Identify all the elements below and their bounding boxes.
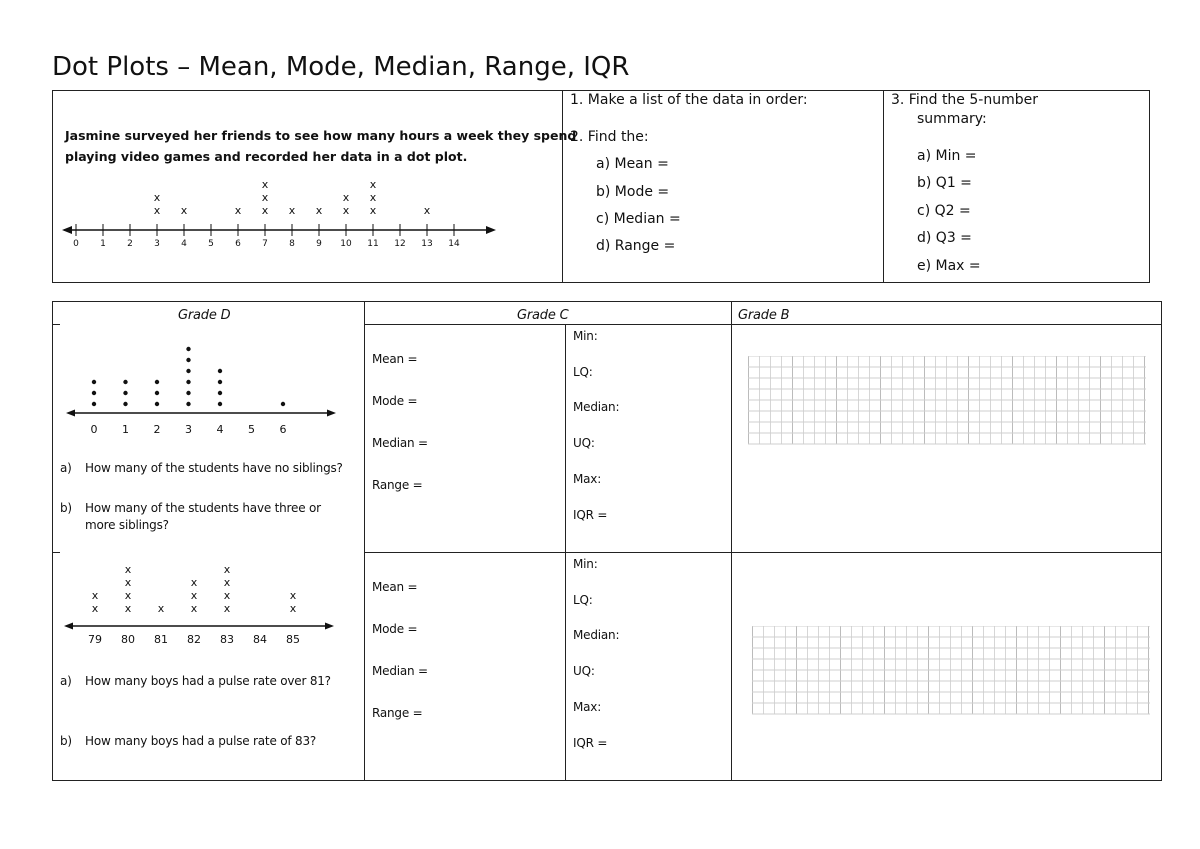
data-dot	[92, 402, 96, 406]
data-mark: x	[369, 204, 377, 217]
intro-text-line2: playing video games and recorded her data in a dot plot.	[65, 149, 468, 164]
data-mark: x	[223, 563, 231, 576]
siblings-qb-label: b)	[60, 501, 72, 515]
tick-label: 2	[153, 423, 161, 436]
page-title: Dot Plots – Mean, Mode, Median, Range, IQR	[52, 52, 630, 82]
data-dot	[186, 369, 190, 373]
c1-mean: Mean =	[372, 352, 418, 366]
data-mark: x	[91, 589, 99, 602]
data-dot	[186, 347, 190, 351]
data-mark: x	[223, 576, 231, 589]
data-dot	[218, 380, 222, 384]
c2-max: Max:	[573, 700, 602, 714]
tick-label: 14	[448, 239, 460, 249]
c2-mean: Mean =	[372, 580, 418, 594]
data-dot	[218, 402, 222, 406]
data-mark: x	[91, 602, 99, 615]
tick-label: 81	[154, 633, 168, 646]
data-mark: x	[223, 602, 231, 615]
data-mark: x	[124, 576, 132, 589]
question-3c: c) Q2 =	[917, 203, 971, 219]
grid-paper-1	[748, 356, 1148, 446]
pulse-qb-text: How many boys had a pulse rate of 83?	[85, 734, 317, 748]
data-mark: x	[261, 204, 269, 217]
data-mark: x	[124, 563, 132, 576]
data-mark: x	[288, 204, 296, 217]
question-3a: a) Min =	[917, 148, 977, 164]
data-mark: x	[289, 602, 297, 615]
axis-arrow-left	[66, 410, 75, 417]
c1-median: Median =	[372, 436, 428, 450]
question-3b: b) Q1 =	[917, 175, 972, 191]
data-dot	[281, 402, 285, 406]
data-mark: x	[289, 589, 297, 602]
data-mark: x	[124, 602, 132, 615]
c1-median2: Median:	[573, 400, 620, 414]
data-dot	[218, 369, 222, 373]
tick-label: 6	[279, 423, 287, 436]
siblings-qa-label: a)	[60, 461, 72, 475]
grade-c-header: Grade C	[517, 308, 569, 323]
axis-arrow-left	[64, 623, 73, 630]
tick-label: 3	[154, 239, 160, 249]
siblings-qb-text1: How many of the students have three or	[85, 501, 321, 515]
c1-iqr: IQR =	[573, 508, 608, 522]
siblings-qb-text2: more siblings?	[85, 518, 169, 532]
tick-label: 2	[127, 239, 133, 249]
c2-median: Median =	[372, 664, 428, 678]
data-dot	[186, 402, 190, 406]
data-mark: x	[190, 602, 198, 615]
tick-label: 5	[208, 239, 214, 249]
question-1: 1. Make a list of the data in order:	[570, 92, 808, 108]
data-dot	[218, 391, 222, 395]
question-3-cont: summary:	[917, 111, 987, 127]
pulse-qa-text: How many boys had a pulse rate over 81?	[85, 674, 331, 688]
tick-label: 82	[187, 633, 201, 646]
data-dot	[123, 391, 127, 395]
grade-b-header: Grade B	[738, 308, 790, 323]
data-dot	[123, 380, 127, 384]
grade-d-header: Grade D	[178, 308, 231, 323]
tick-label: 83	[220, 633, 234, 646]
c2-range: Range =	[372, 706, 423, 720]
tick-label: 9	[316, 239, 322, 249]
data-mark: x	[369, 191, 377, 204]
data-mark: x	[157, 602, 165, 615]
data-dot	[155, 402, 159, 406]
question-3e: e) Max =	[917, 258, 981, 274]
data-mark: x	[234, 204, 242, 217]
axis-arrow-right	[327, 410, 336, 417]
c1-lq: LQ:	[573, 365, 593, 379]
data-mark: x	[261, 178, 269, 191]
data-dot	[155, 380, 159, 384]
intro-text-line1: Jasmine surveyed her friends to see how many hours a week they spend	[65, 128, 577, 143]
c1-uq: UQ:	[573, 436, 595, 450]
data-mark: x	[261, 191, 269, 204]
pulse-qa-label: a)	[60, 674, 72, 688]
c2-median2: Median:	[573, 628, 620, 642]
tick-label: 80	[121, 633, 135, 646]
data-mark: x	[124, 589, 132, 602]
c2-iqr: IQR =	[573, 736, 608, 750]
data-mark: x	[315, 204, 323, 217]
tick-label: 12	[394, 239, 406, 249]
data-mark: x	[190, 589, 198, 602]
data-dot	[186, 391, 190, 395]
data-mark: x	[223, 589, 231, 602]
data-mark: x	[180, 204, 188, 217]
tick-label: 85	[286, 633, 300, 646]
tick-label: 5	[248, 423, 255, 436]
tick-label: 79	[88, 633, 102, 646]
data-mark: x	[342, 204, 350, 217]
data-dot	[155, 391, 159, 395]
question-2c: c) Median =	[596, 211, 681, 227]
hours-dot-plot	[60, 170, 505, 260]
siblings-qa-text: How many of the students have no siblings?	[85, 461, 343, 475]
c2-mode: Mode =	[372, 622, 418, 636]
tick-label: 7	[262, 239, 268, 249]
tick-label: 11	[367, 239, 379, 249]
data-mark: x	[369, 178, 377, 191]
question-2: 2. Find the:	[570, 129, 649, 145]
tick-label: 8	[289, 239, 295, 249]
data-mark: x	[153, 191, 161, 204]
c1-range: Range =	[372, 478, 423, 492]
data-dot	[123, 402, 127, 406]
tick-label: 6	[235, 239, 241, 249]
c1-min: Min:	[573, 329, 598, 343]
tick-label: 13	[421, 239, 433, 249]
data-dot	[92, 380, 96, 384]
c2-lq: LQ:	[573, 593, 593, 607]
question-2d: d) Range =	[596, 238, 676, 254]
c1-mode: Mode =	[372, 394, 418, 408]
siblings-dot-plot	[62, 326, 342, 438]
axis-arrow-right	[325, 623, 334, 630]
data-mark: x	[423, 204, 431, 217]
data-mark: x	[342, 191, 350, 204]
axis-arrow-left	[62, 226, 72, 234]
tick-label: 0	[90, 423, 98, 436]
tick-label: 4	[181, 239, 187, 249]
question-2a: a) Mean =	[596, 156, 669, 172]
tick-label: 1	[100, 239, 106, 249]
data-mark: x	[153, 204, 161, 217]
data-dot	[186, 358, 190, 362]
c2-uq: UQ:	[573, 664, 595, 678]
tick-label: 10	[340, 239, 352, 249]
axis-arrow-right	[486, 226, 496, 234]
data-dot	[92, 391, 96, 395]
grid-paper-2	[752, 626, 1152, 716]
data-mark: x	[190, 576, 198, 589]
pulse-qb-label: b)	[60, 734, 72, 748]
question-2b: b) Mode =	[596, 184, 670, 200]
question-3: 3. Find the 5-number	[891, 92, 1038, 108]
c2-min: Min:	[573, 557, 598, 571]
data-dot	[186, 380, 190, 384]
tick-label: 3	[185, 423, 192, 436]
tick-label: 4	[216, 423, 224, 436]
tick-label: 84	[253, 633, 267, 646]
pulse-dot-plot	[62, 552, 342, 652]
tick-label: 1	[122, 423, 129, 436]
tick-label: 0	[73, 239, 79, 249]
c1-max: Max:	[573, 472, 602, 486]
question-3d: d) Q3 =	[917, 230, 972, 246]
